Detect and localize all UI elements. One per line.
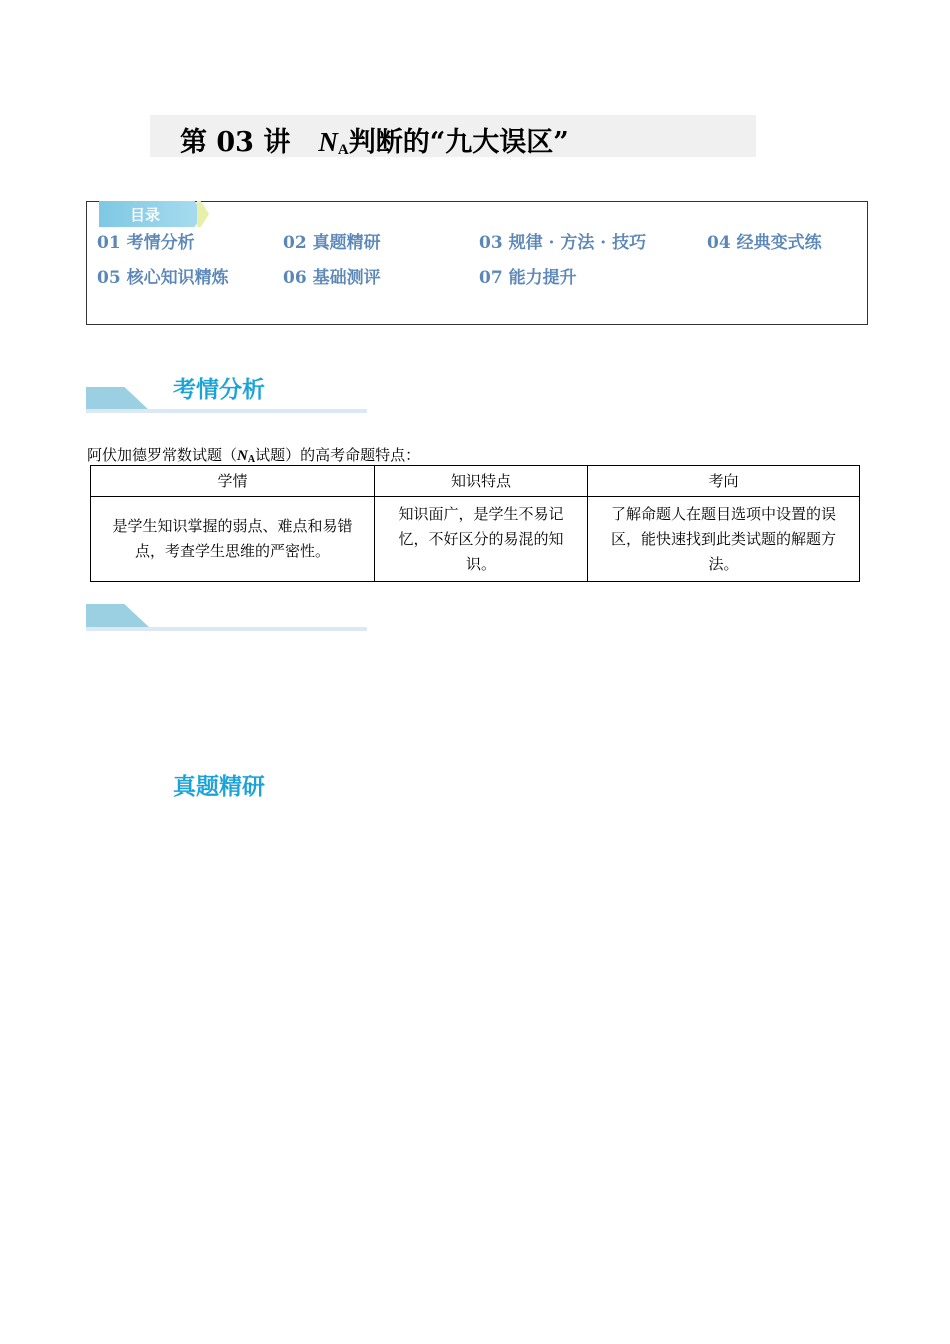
- characteristics-table: [90, 465, 860, 582]
- na-symbol: $N_A$: [237, 448, 256, 465]
- section-head-underline: [86, 409, 367, 413]
- table-header: 知识特点: [375, 466, 588, 497]
- lecture-number: 第 03 讲: [180, 127, 291, 158]
- table-header: 学情: [91, 466, 375, 497]
- table-cell: 知识面广，是学生不易记忆，不好区分的易混的知识。: [375, 497, 588, 582]
- table-header: 考向: [588, 466, 860, 497]
- na-symbol: $N_A$: [318, 127, 349, 158]
- toc-item-exam-study[interactable]: 02 真题精研: [283, 233, 381, 253]
- toc-item-ability[interactable]: 07 能力提升: [479, 268, 577, 288]
- toc-item-basic-test[interactable]: 06 基础测评: [283, 268, 381, 288]
- section-title-analysis: 考情分析: [173, 377, 265, 403]
- section-title-exam: 真题精研: [173, 774, 265, 800]
- toc-item-methods[interactable]: 03 规律 · 方法 · 技巧: [479, 233, 647, 253]
- toc-item-analysis[interactable]: 01 考情分析: [97, 233, 195, 253]
- toc-item-variants[interactable]: 04 经典变式练: [707, 233, 822, 253]
- title-topic: 判断的“九大误区”: [348, 127, 569, 158]
- toc-item-core-knowledge[interactable]: 05 核心知识精炼: [97, 268, 229, 288]
- section-head-shape: [86, 387, 150, 411]
- page-title: [180, 120, 569, 159]
- table-cell: 是学生知识掌握的弱点、难点和易错点，考查学生思维的严密性。: [91, 497, 375, 582]
- section-head-shape: [86, 604, 150, 628]
- table-cell: 了解命题人在题目选项中设置的误区，能快速找到此类试题的解题方法。: [588, 497, 860, 582]
- intro-text: 阿伏加德罗常数试题（$N_A$试题）的高考命题特点：: [87, 446, 421, 465]
- section-head-underline: [86, 627, 367, 631]
- table-row: [91, 497, 860, 582]
- toc-tab-label: 目录: [130, 206, 161, 224]
